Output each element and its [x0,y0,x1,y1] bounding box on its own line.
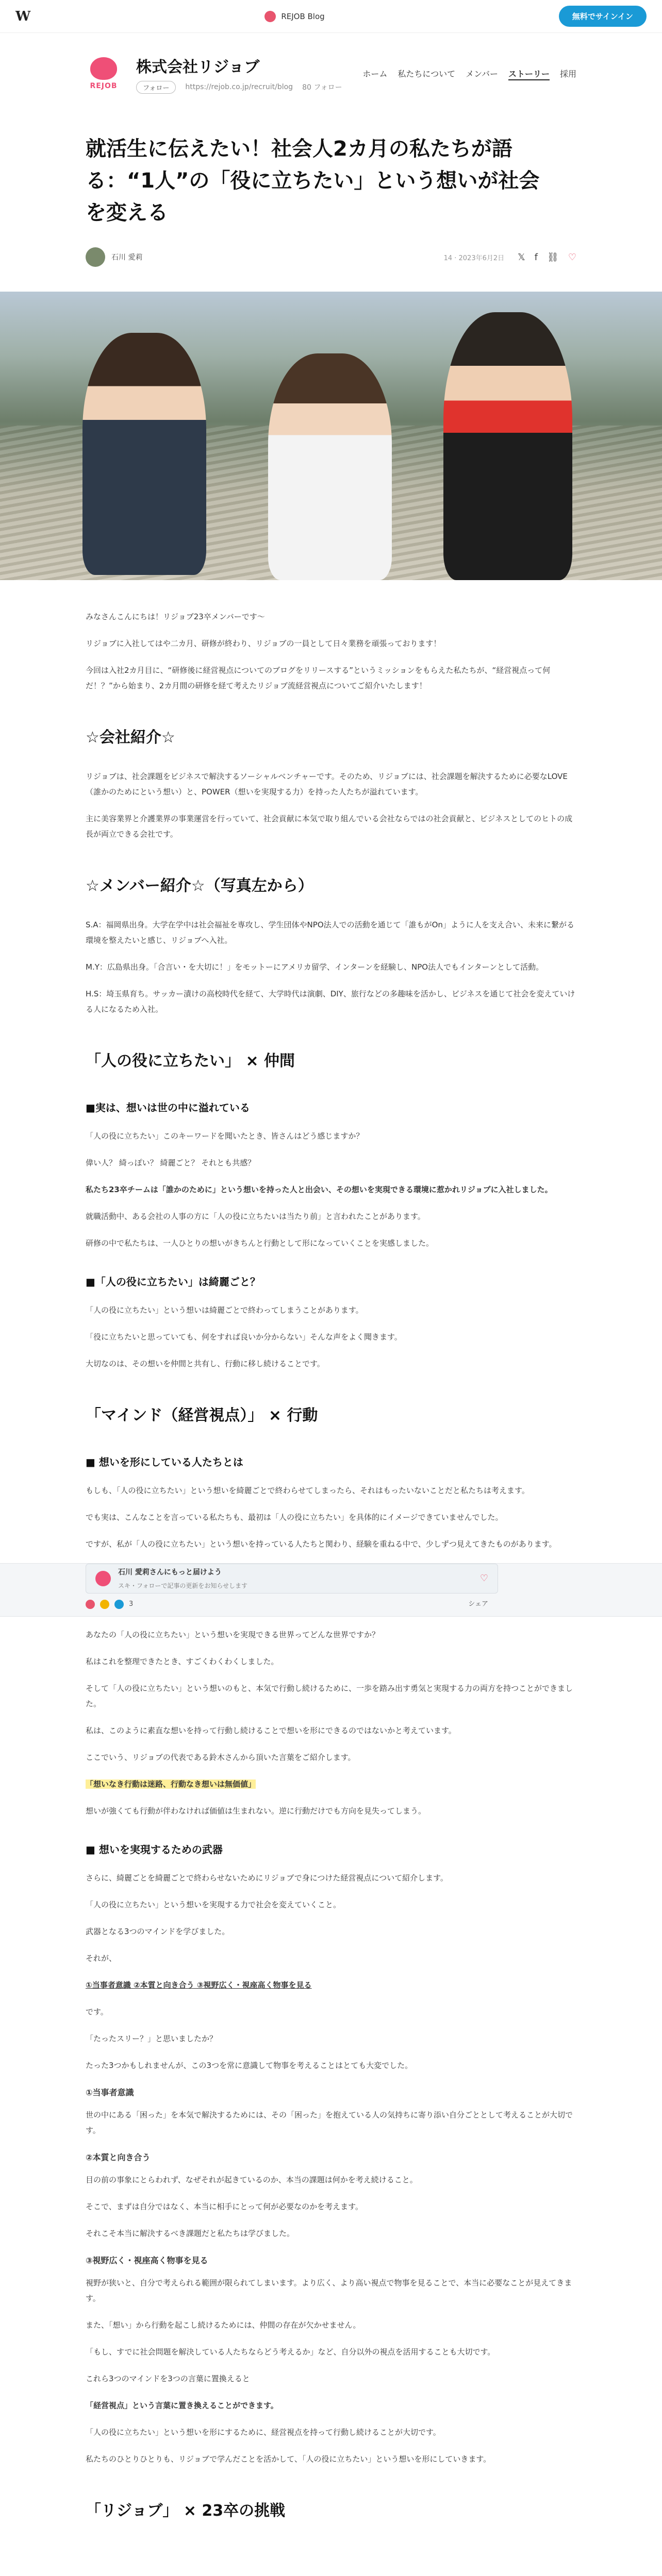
company-paragraph: 主に美容業界と介護業界の事業運営を行っていて、社会貢献に本気で取り組んでいる会社ならではの社会貢献と、ビジネスとしてのヒトの成長が両立できる会社です。 [86,814,573,839]
publication-url[interactable]: https://rejob.co.jp/recruit/blog [185,83,293,91]
paragraph: 「人の役に立ちたい」という想いを形にするために、経営視点を持って行動し続けることが大切です。 [86,2428,441,2437]
paragraph: たった3つかもしれませんが、この3つを常に意識して物事を考えることはとても大変でした。 [86,2061,413,2070]
member-intro-my: M.Y：広島県出身。「合言い・を大切に！」をモットーにアメリカ留学、インターンを経験し、NPO法人でもインターンとして活動。 [86,962,544,972]
author-avatar[interactable] [86,247,105,267]
publication-header [86,52,576,96]
reaction-avatar [100,1600,109,1609]
intro-paragraph: みなさんこんにちは！リジョブ23卒メンバーです〜 [86,612,265,621]
paragraph: 「役に立ちたいと思っていても、何をすれば良いか分からない」そんな声をよく聞きます。 [86,1332,402,1342]
paragraph: 私はこれを整理できたとき、すごくわくわくしました。 [86,1657,279,1666]
hero-photo [0,292,662,580]
prompt-title: 石川 愛莉さんにもっと届けよう [118,1568,222,1577]
subheading: ■「人の役に立ちたい」は綺麗ごと？ [86,1276,260,1288]
paragraph: また、「想い」から行動を起こし続けるためには、仲間の存在が欠かせません。 [86,2320,361,2330]
top-bar [0,0,662,33]
section-heading-members: ☆メンバー紹介☆（写真左から） [86,877,313,895]
subheading: ■ 想いを実現するための武器 [86,1843,223,1856]
prompt-subtitle: スキ・フォローで記事の更新をお知らせします [118,1582,248,1589]
author-name[interactable]: 石川 愛莉 [111,253,143,262]
paragraph: です。 [86,2007,108,2016]
paragraph: 目の前の事象にとらわれず、なぜそれが起きているのか、本当の課題は何かを考え続けること。 [86,2175,418,2184]
article-body [86,609,576,2527]
share-icons [518,252,576,263]
paragraph: 就職活動中、ある会社の人事の方に「人の役に立ちたいは当たり前」と言われたことがあります。 [86,1212,425,1221]
paragraph: ですが、私が「人の役に立ちたい」という想いを持っている人たちと関わり、経験を重ねる中で、少しずつ見えてきたものがあります。 [86,1539,557,1549]
nav-members[interactable]: メンバー [466,69,498,79]
paragraph: 研修の中で私たちは、一人ひとりの想いがきちんと行動として形になっていくことを実感しました。 [86,1239,434,1248]
paragraph: 「経営視点」という言葉に置き換えることができます。 [86,2401,278,2410]
subheading: ■ 想いを形にしている人たちとは [86,1456,243,1468]
reaction-row [86,1598,488,1611]
highlight-quote: 「想いなき行動は迷路、行動なき想いは無価値」 [86,1780,256,1789]
member-photo-center [268,353,392,580]
section-heading-company: ☆会社紹介☆ [86,728,175,747]
paragraph: そして「人の役に立ちたい」という想いのもと、本気で行動し続けるために、一歩を踏み出す勇気と実現する力の両方を持つことができました。 [86,1684,573,1708]
paragraph: 「人の役に立ちたい」このキーワードを聞いたとき、皆さんはどう感じますか？ [86,1131,364,1141]
followers-count: 80 フォロー [302,83,342,92]
follow-prompt-card[interactable] [86,1564,498,1594]
rejob-logo-icon [90,57,117,80]
member-intro-hs: H.S：埼玉県育ち。サッカー漬けの高校時代を経て、大学時代は演劇、DIY、旅行などの多趣味を活かし、ビジネスを通じて社会を変えていける人になるため入社。 [86,989,575,1014]
mindset-heading-2: ②本質と向き合う [86,2153,151,2162]
member-photo-right [443,312,572,580]
mindset-heading-3: ③視野広く・視座高く物事を見る [86,2256,208,2265]
prompt-text [118,1565,247,1592]
reaction-avatar [86,1600,95,1609]
paragraph: もしも、「人の役に立ちたい」という想いを綺麗ごとで終わらせてしまったら、それはもったいないことだと私たちは考えます。 [86,1486,529,1495]
like-heart-icon[interactable]: ♡ [568,251,576,263]
logo-text: REJOB [90,82,118,90]
paragraph: 武器となる3つのマインドを学びました。 [86,1927,230,1936]
nav-home[interactable]: ホーム [362,69,388,79]
publication-logo[interactable] [86,53,122,94]
signup-button[interactable]: 無料でサインイン [559,6,647,27]
member-intro-sa: S.A：福岡県出身。大学在学中は社会福祉を専攻し、学生団体やNPO法人での活動を通じて「誰もがOn」ように人を支え合い、未来に繋がる環境を整えたいと感じ、リジョブへ入社。 [86,920,574,945]
reaction-avatar [114,1600,124,1609]
paragraph: 大切なのは、その想いを仲間と共有し、行動に移し続けることです。 [86,1359,325,1368]
intro-paragraph: リジョブに入社してはや二カ月、研修が終わり、リジョブの一員として日々業務を頑張っております！ [86,639,441,648]
x-share-icon[interactable]: 𝕏 [518,251,525,263]
paragraph: でも実は、こんなことを言っている私たちも、最初は「人の役に立ちたい」を具体的にイメージできていませんでした。 [86,1513,503,1522]
paragraph: 想いが強くても行動が伴わなければ価値は生まれない。逆に行動だけでも方向を見失ってしまう。 [86,1806,426,1816]
prompt-heart-icon[interactable]: ♡ [479,1573,488,1584]
paragraph: それが、 [86,1954,117,1963]
blog-name: REJOB Blog [281,11,325,21]
paragraph: それこそ本当に解決するべき課題だと私たちは学びました。 [86,2229,295,2238]
paragraph: 私たち23卒チームは「誰かのために」という想いを持った人と出会い、その想いを実現できる環境に惹かれリジョブに入社しました。 [86,1185,553,1194]
publication-meta [136,81,362,94]
publication-info [136,54,362,94]
subheading: ■実は、想いは世の中に溢れている [86,1101,250,1114]
article-wrapper [86,52,576,270]
member-photo-left [82,333,206,575]
paragraph: 「人の役に立ちたい」という想いを実現する力で社会を変えていくこと。 [86,1900,341,1909]
publish-date: 14 · 2023年6月2日 [443,254,505,262]
paragraph: そこで、まずは自分ではなく、本当に相手にとって何が必要なのかを考えます。 [86,2202,363,2211]
paragraph: 「もし、すでに社会問題を解決している人たちならどう考えるか」など、自分以外の視点を活用することも大切です。 [86,2347,495,2357]
paragraph: 「人の役に立ちたい」という想いは綺麗ごとで終わってしまうことがあります。 [86,1306,363,1315]
facebook-share-icon[interactable]: f [534,251,538,263]
follow-prompt-bar [0,1563,662,1617]
section-heading-4: 「リジョブ」 × 23卒の挑戦 [86,2502,286,2520]
paragraph: 「たったスリー？」と思いましたか？ [86,2034,218,2043]
paragraph: 私は、このように素直な想いを持って行動し続けることで想いを形にできるのではないかと考えています。 [86,1726,456,1735]
share-link[interactable]: シェア [468,1600,489,1608]
link-share-icon[interactable]: ⛓ [547,251,559,263]
paragraph: これら3つのマインドを3つの言葉に置換えると [86,2374,250,2383]
blog-brand[interactable] [264,11,324,22]
nav-about[interactable]: 私たちについて [398,69,456,79]
site-logo[interactable]: W [15,8,31,24]
nav-recruit[interactable]: 採用 [559,69,576,79]
section-heading-1: 「人の役に立ちたい」 × 仲間 [86,1052,295,1070]
follow-button[interactable]: フォロー [136,81,176,94]
blog-logo-icon [264,11,276,22]
paragraph: あなたの「人の役に立ちたい」という想いを実現できる世界ってどんな世界ですか？ [86,1630,380,1639]
intro-paragraph: 今回は入社2カ月目に、“研修後に経営視点についてのブログをリリースする”というミッションをもらえた私たちが、“経営視点って何だ！？”から始まり、2カ月間の研修を経て考えたリジョブ流経営視点についてご紹介いたします！ [86,666,551,690]
mindset-list: ①当事者意識 ②本質と向き合う ③視野広く・視座高く物事を見る [86,1980,312,1990]
publication-name[interactable]: 株式会社リジョブ [136,58,260,76]
author-mini-avatar [95,1571,111,1586]
mindset-heading-1: ①当事者意識 [86,2088,134,2097]
paragraph: 世の中にある「困った」を本気で解決するためには、その「困った」を抱えている人の気持ちに寄り添い自分ごととして考えることが大切です。 [86,2110,573,2135]
paragraph: 視野が狭いと、自分で考えられる範囲が限られてしまいます。より広く、より高い視点で物事を見ることで、本当に必要なことが見えてきます。 [86,2278,572,2303]
author-row [86,244,576,270]
company-paragraph: リジョブは、社会課題をビジネスで解決するソーシャルベンチャーです。そのため、リジョブには、社会課題を解決するために必要なLOVE（誰かのためにという想い）と、POWER（想いを実現する力）を持った人たちが溢れています。 [86,772,568,796]
nav-stories[interactable]: ストーリー [508,67,550,80]
paragraph: さらに、綺麗ごとを綺麗ごとで終わらせないためにリジョブで身につけた経営視点について紹介します。 [86,1873,448,1883]
publication-nav [362,67,576,80]
article-title: 就活生に伝えたい！社会人2カ月の私たちが語る：“1人”の「役に立ちたい」という想いが社会を変える [86,137,540,225]
section-heading-2: 「マインド（経営視点）」 × 行動 [86,1406,318,1425]
reaction-count: 3 [129,1600,134,1608]
paragraph: 偉い人？ 綺っぽい？ 綺麗ごと？ それとも共感？ [86,1158,256,1167]
paragraph: 私たちのひとりひとりも、リジョブで学んだことを活かして、「人の役に立ちたい」という想いを形にしていきます。 [86,2454,491,2464]
paragraph: ここでいう、リジョブの代表である鈴木さんから頂いた言葉をご紹介します。 [86,1753,356,1762]
